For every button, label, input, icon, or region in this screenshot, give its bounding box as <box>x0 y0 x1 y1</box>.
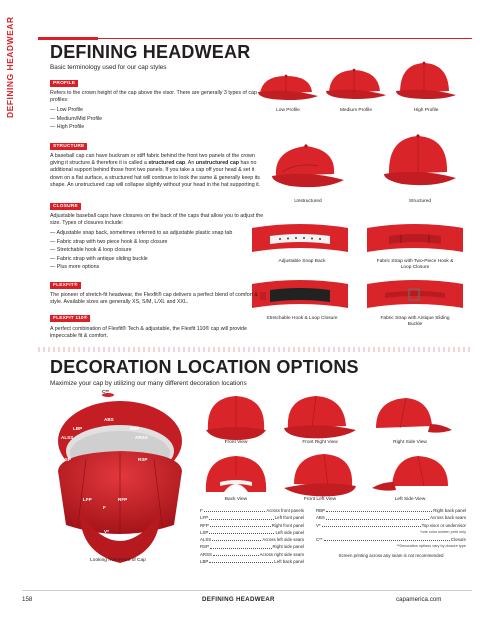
flexfit110-text: A perfect combination of Flexfit® Tech & adjustable, the Flexfit 110® cap will provide impeccable fit & comfort. <box>50 326 247 340</box>
top-rule-accent <box>38 37 98 40</box>
view-label: Front Right View <box>302 440 338 445</box>
top-rule <box>38 38 472 39</box>
footer-rule <box>22 590 472 591</box>
legend-row: ABS Across back seam <box>316 515 466 521</box>
diagram-label-lbp: LBP <box>73 426 83 431</box>
structured-cap-image <box>380 128 460 194</box>
list-item: — Stretchable hook & loop closure <box>50 246 232 255</box>
front-view-cap-image <box>198 392 274 444</box>
page-number: 158 <box>22 596 33 603</box>
medium-profile-cap-image <box>320 62 390 106</box>
closure-list <box>50 229 232 272</box>
legend-row: LFP Left front panel <box>200 515 304 521</box>
front-left-view-cap-image <box>280 450 360 500</box>
diagram-label-v: V* <box>104 529 109 534</box>
back-view-cap-image <box>198 452 274 500</box>
diagram-label-rbp: RBP <box>130 426 140 431</box>
cap-label: Unstructured <box>294 199 322 204</box>
cap-label: High Profile <box>413 108 439 113</box>
flexfit-tag: FLEXFIT® <box>50 282 81 289</box>
cap-label: Medium Profile <box>340 108 372 113</box>
right-side-view-cap-image <box>370 394 454 442</box>
list-item: — High Profile <box>50 123 102 132</box>
legend-row: RBP Right back panel <box>316 508 466 513</box>
front-right-view-cap-image <box>280 392 360 444</box>
flexfit110-tag: FLEXFIT 110® <box>50 315 90 322</box>
profile-text: Refers to the crown height of the cap above the visor. There are generally 3 types of cap profiles: <box>50 90 257 104</box>
page-title: DEFINING HEADWEAR <box>50 42 251 62</box>
legend-row: F Across front panels <box>200 508 304 513</box>
cap-diagram-image <box>48 393 193 568</box>
closure-tag: CLOSURE <box>50 203 81 210</box>
legend-row: LBP Left back panel <box>200 559 304 565</box>
list-item: — Low Profile <box>50 106 102 115</box>
diagram-label-c: C** <box>102 389 109 394</box>
high-profile-cap-image <box>390 58 460 106</box>
diagram-label-alss: ALSS <box>61 435 74 440</box>
diagram-label-f: F <box>103 505 106 510</box>
diagram-label-rsp: RSP <box>138 457 148 462</box>
diagram-label-lsp: LSP <box>62 457 71 462</box>
section2-subtitle: Maximize your cap by utilizing our many different decoration locations <box>50 380 247 387</box>
legend-right <box>316 507 466 559</box>
footer-website: capamerica.com <box>396 596 442 603</box>
legend-note: *one color screen print only <box>419 529 466 534</box>
profile-list <box>50 106 102 132</box>
view-label: Front Left View <box>303 497 337 502</box>
section-divider <box>38 347 472 352</box>
closure-label: Stretchable Hook & Loop Closure <box>266 316 338 321</box>
diagram-label-abs: ABS <box>104 417 114 422</box>
view-label: Back View <box>224 497 248 502</box>
list-item: — Fabric strap with antique sliding buckle <box>50 255 232 264</box>
legend-note: Screen printing across any seam is not recommended <box>338 552 444 558</box>
closure-label: Adjustable Snap Back <box>278 259 326 264</box>
footer-title: DEFINING HEADWEAR <box>202 596 275 603</box>
diagram-label-arss: ARSS <box>135 435 148 440</box>
legend-row: RSP Right side panel <box>200 544 304 550</box>
diagram-label-lfp: LFP <box>83 497 92 502</box>
list-item: — Adjustable snap back, sometimes referred to as adjustable plastic snap tab <box>50 229 232 238</box>
sidebar-label: DEFINING HEADWEAR <box>5 16 15 118</box>
legend-note: **Decoration options vary by closure type <box>396 544 466 549</box>
view-label: Left Side View <box>394 497 426 502</box>
closure-text: Adjustable baseball caps have closures on the back of the caps that allow you to adjust the size. Types of closures include: <box>50 213 264 227</box>
list-item: — Medium/Mid Profile <box>50 115 102 124</box>
buckle-closure-image <box>365 278 465 314</box>
structure-text: A baseball cap can have buckram or stiff fabric behind the front two panels of the crown giving it structure & therefore it is called a structured cap. An unstructured cap has no additional support behind those front two panels. If you take a cap off your head & set it down on a flat surface, a structured hat will continue to look the same & generally keep its shape. An unstructured cap will collapse slightly without your head in the hat supporting it. <box>50 153 261 188</box>
diagram-label-rfp: RFP <box>118 497 128 502</box>
flexfit-text: The pioneer of stretch-fit headwear, the Flexfit® cap delivers a perfect blend of comfort & style. Available sizes are generally XS, S/M, L/XL and XXL. <box>50 292 258 306</box>
diagram-caption: Looking from Front of Cap <box>90 558 146 563</box>
profile-tag: PROFILE <box>50 80 78 87</box>
view-label: Front View <box>224 440 248 445</box>
closure-label: Fabric Strap with Antique Sliding Buckle <box>380 316 450 327</box>
structure-tag: STRUCTURE <box>50 143 87 150</box>
decoration-location-diagram <box>48 389 193 568</box>
hook-loop-closure-image <box>365 222 465 258</box>
legend-row: ARSS Across right side seam <box>200 551 304 557</box>
legend-row: V* Top visor or undervisor <box>316 522 466 528</box>
section2-title: DECORATION LOCATION OPTIONS <box>50 357 359 377</box>
closure-label: Fabric Strap with Two-Piece Hook & Loop Closure <box>376 259 454 270</box>
view-label: Right Side View <box>393 440 427 445</box>
list-item: — Plus more options <box>50 263 232 272</box>
legend-row: ALSS Across left side seam <box>200 537 304 543</box>
left-side-view-cap-image <box>370 452 454 500</box>
stretch-hook-loop-closure-image <box>250 278 350 314</box>
cap-label: Structured <box>408 199 432 204</box>
snap-back-closure-image <box>250 222 350 258</box>
page-subtitle: Basic terminology used for our cap styles <box>50 64 167 71</box>
unstructured-cap-image <box>268 132 348 194</box>
legend-row: RFP Right front panel <box>200 522 304 528</box>
legend-row: C** Closure <box>316 537 466 543</box>
cap-label: Low Profile <box>276 108 300 113</box>
list-item: — Fabric strap with two piece hook & loop closure <box>50 238 232 247</box>
legend-left <box>200 507 304 565</box>
low-profile-cap-image <box>252 66 322 106</box>
sidebar <box>0 0 22 623</box>
legend-row: LSP Left side panel <box>200 529 304 535</box>
